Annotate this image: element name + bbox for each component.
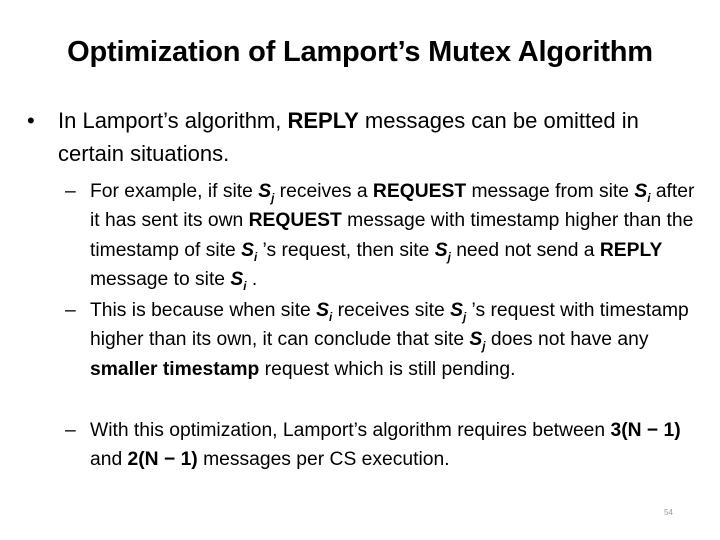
page-number: 54	[664, 508, 673, 517]
site-subscript: i	[647, 192, 651, 205]
dash-icon: –	[65, 420, 76, 441]
text: message from site	[466, 181, 635, 202]
site-var: S	[258, 181, 272, 202]
bold-text: 2(N − 1)	[127, 449, 198, 471]
site-var: S	[450, 300, 463, 321]
text: after it has sent its own	[90, 181, 695, 232]
sub-bullet-example	[65, 177, 705, 294]
text: ’s request with timestamp higher than its own, it can conclude that site	[90, 300, 689, 351]
text: In Lamport’s algorithm,	[58, 108, 288, 133]
sub-bullet-reason	[65, 296, 705, 384]
text: need not send a	[450, 239, 600, 261]
text: and	[90, 449, 128, 471]
text: With this optimization, Lamport’s algorithm requires between	[90, 420, 611, 441]
site-var: S	[230, 268, 244, 290]
text: .	[246, 268, 258, 290]
site-var: S	[316, 300, 330, 321]
site-var: S	[469, 329, 483, 351]
site-subscript: j	[271, 192, 275, 205]
sub-bullet-complexity	[65, 416, 705, 475]
bullet-icon: •	[27, 108, 35, 133]
bold-text: smaller timestamp	[90, 358, 260, 380]
site-subscript: j	[482, 341, 486, 354]
bold-text: REQUEST	[372, 181, 467, 202]
site-subscript: j	[462, 311, 467, 324]
site-subscript: i	[243, 280, 247, 293]
text: request which is still pending.	[259, 358, 516, 380]
dash-icon: –	[65, 181, 76, 202]
text: message with timestamp higher than the timestamp of site	[90, 210, 694, 261]
bold-text: REPLY	[287, 108, 359, 133]
bullet-main	[27, 104, 708, 170]
dash-icon: –	[65, 300, 76, 321]
site-var: S	[434, 239, 448, 261]
site-var: S	[634, 181, 648, 202]
site-subscript: i	[329, 311, 333, 324]
bold-text: REQUEST	[248, 210, 342, 232]
text: does not have any	[485, 329, 649, 351]
text: receives site	[332, 300, 451, 321]
bold-text: 3(N − 1)	[610, 420, 681, 441]
text: message to site	[90, 268, 231, 290]
bold-text: REPLY	[599, 239, 663, 261]
text: messages can be omitted in certain situations.	[58, 108, 639, 166]
text: ’s request, then site	[257, 239, 435, 261]
site-subscript: j	[447, 251, 451, 264]
text: This is because when site	[90, 300, 317, 321]
site-subscript: i	[253, 251, 258, 264]
text: For example, if site	[90, 181, 259, 202]
text: receives a	[274, 181, 373, 202]
slide-title: Optimization of Lamport’s Mutex Algorithm	[67, 36, 653, 68]
text: messages per CS execution.	[197, 449, 450, 471]
site-var: S	[241, 239, 254, 261]
